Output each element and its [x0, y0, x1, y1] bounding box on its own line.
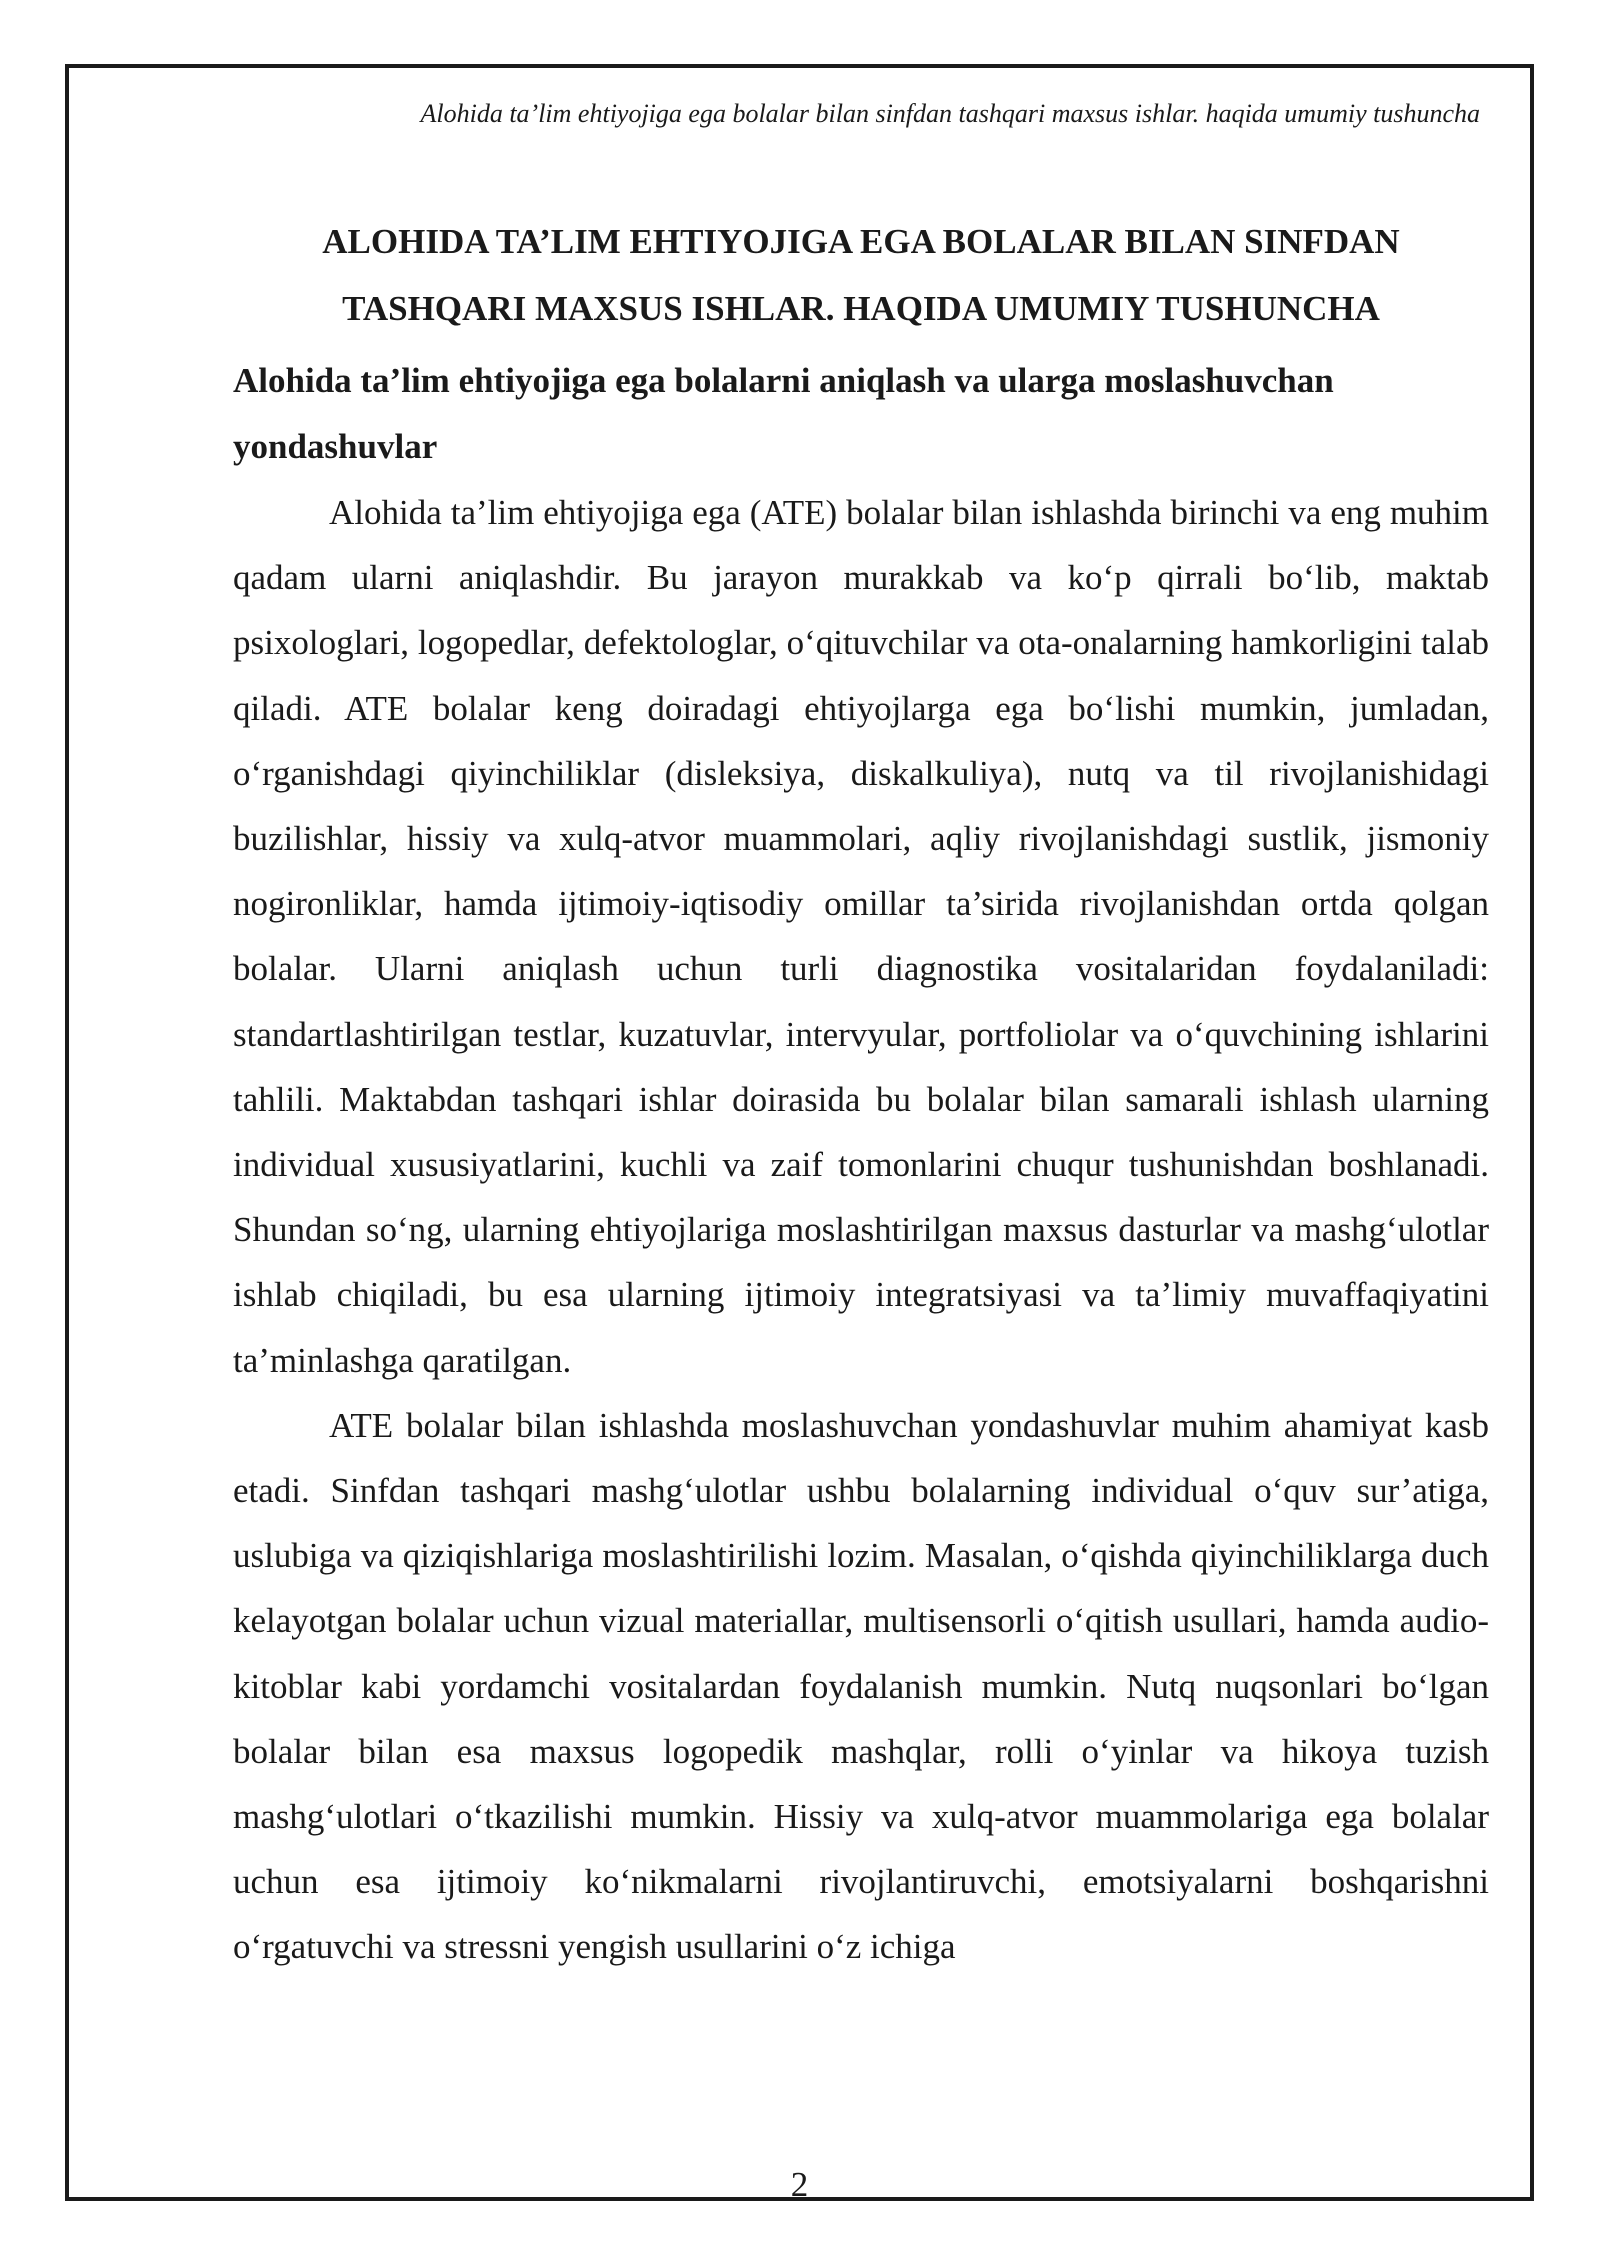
document-title: ALOHIDA TA’LIM EHTIYOJIGA EGA BOLALAR BILAN SINFDAN TASHQARI MAXSUS ISHLAR. HAQIDA UMUMIY TUSHUNCHA: [322, 222, 1400, 328]
section-heading: Alohida ta’lim ehtiyojiga ega bolalarni aniqlash va ularga moslashuvchan yondashuvlar: [233, 361, 1334, 466]
body-paragraph: Alohida ta’lim ehtiyojiga ega (ATE) bolalar bilan ishlashda birinchi va eng muhim qadam ularni aniqlashdir. Bu jarayon murakkab va ko‘p qirrali bo‘lib, maktab psixologlari, logopedlar, defektologlar, o‘qituvchilar va ota-onalarning hamkorligini talab qiladi. ATE bolalar keng doiradagi ehtiyojlarga ega bo‘lishi mumkin, jumladan, o‘rganishdagi qiyinchiliklar (disleksiya, diskalkuliya), nutq va til rivojlanishidagi buzilishlar, hissiy va xulq-atvor muammolari, aqliy rivojlanishdagi sustlik, jismoniy nogironliklar, hamda ijtimoiy-iqtisodiy omillar ta’sirida rivojlanishdan ortda qolgan bolalar. Ularni aniqlash uchun turli diagnostika vositalaridan foydalaniladi: standartlashtirilgan testlar, kuzatuvlar, intervyular, portfoliolar va o‘quvchining ishlarini tahlili. Maktabdan tashqari ishlar doirasida bu bolalar bilan samarali ishlash ularning individual xususiyatlarini, kuchli va zaif tomonlarini chuqur tushunishdan boshlanadi. Shundan so‘ng, ularning ehtiyojlariga moslashtirilgan maxsus dasturlar va mashg‘ulotlar ishlab chiqiladi, bu esa ularning ijtimoiy integratsiyasi va ta’limiy muvaffaqiyatini ta’minlashga qaratilgan.: [233, 493, 1489, 1380]
body-paragraph: ATE bolalar bilan ishlashda moslashuvchan yondashuvlar muhim ahamiyat kasb etadi. Sinfdan tashqari mashg‘ulotlar ushbu bolalarning individual o‘quv sur’atiga, uslubiga va qiziqishlariga moslashtirilishi lozim. Masalan, o‘qishda qiyinchiliklarga duch kelayotgan bolalar uchun vizual materiallar, multisensorli o‘qitish usullari, hamda audio-kitoblar kabi yordamchi vositalardan foydalanish mumkin. Nutq nuqsonlari bo‘lgan bolalar bilan esa maxsus logopedik mashqlar, rolli o‘yinlar va hikoya tuzish mashg‘ulotlari o‘tkazilishi mumkin. Hissiy va xulq-atvor muammolariga ega bolalar uchun esa ijtimoiy ko‘nikmalarni rivojlantiruvchi, emotsiyalarni boshqarishni o‘rgatuvchi va stressni yengish usullarini o‘z ichiga: [233, 1405, 1489, 1967]
page-number: 2: [790, 2165, 809, 2204]
page-content: [233, 208, 1489, 1980]
page-frame: [65, 64, 1534, 2204]
running-header: Alohida ta’lim ehtiyojiga ega bolalar bilan sinfdan tashqari maxsus ishlar. haqida umumiy tushuncha: [420, 99, 1480, 128]
